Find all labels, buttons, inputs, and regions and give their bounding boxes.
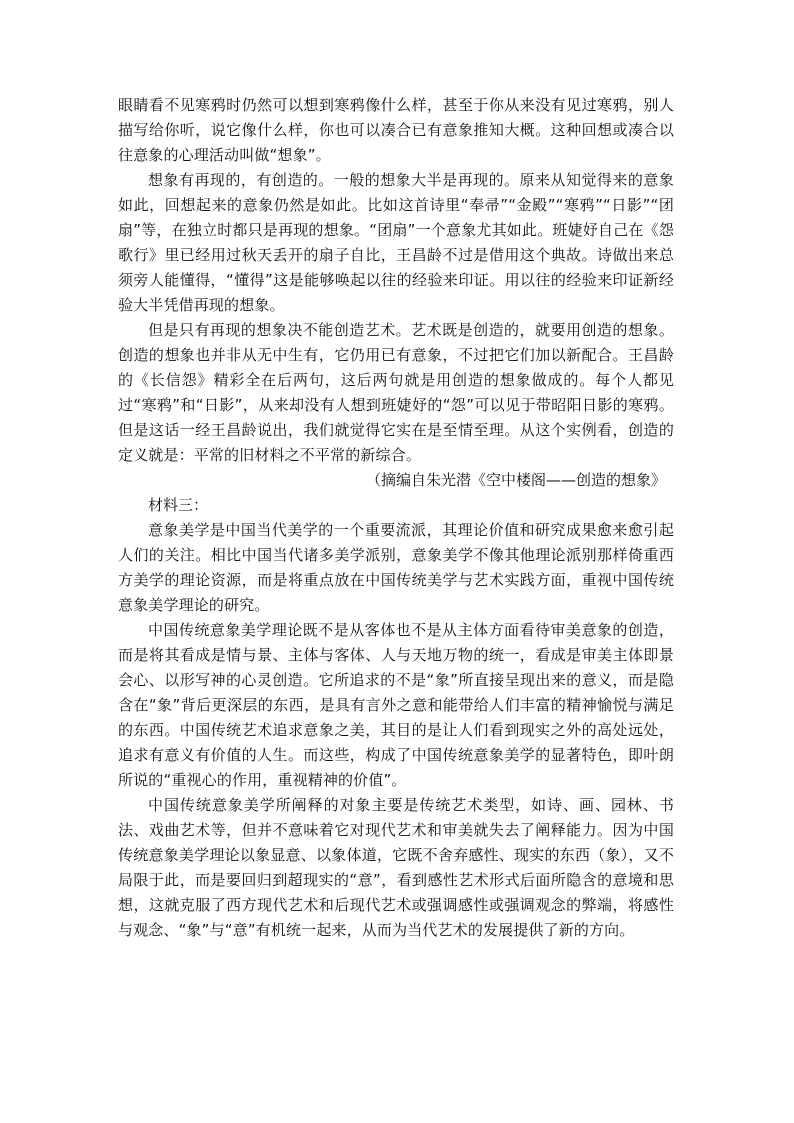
paragraph-continuation: 眼睛看不见寒鸦时仍然可以想到寒鸦像什么样，甚至于你从来没有见过寒鸦，别人描写给你听，说它像什么样，你也可以凑合已有意象推知大概。这种回想或凑合以往意象的心理活动叫做“想象”。: [118, 96, 674, 164]
paragraph-imagination-types: 想象有再现的，有创造的。一般的想象大半是再现的。原来从知觉得来的意象如此，回想起来的意象仍然是如此。比如这首诗里“奉帚”“金殿”“寒鸦”“日影”“团扇”等，在独立时都只是再现的想象。“团扇”一个意象尤其如此。班婕妤自己在《怨歌行》里已经用过秋天丢开的扇子自比，王昌龄不过是借用这个典故。诗做出来总须旁人能懂得，“懂得”这是能够唤起以往的经验来印证。用以往的经验来印证新经验大半凭借再现的想象。: [118, 171, 674, 314]
source-citation: （摘编自朱光潜《空中楼阁——创造的想象》: [365, 471, 666, 489]
paragraph-interpretation: 中国传统意象美学所阐释的对象主要是传统艺术类型，如诗、画、园林、书法、戏曲艺术等，但并不意味着它对现代艺术和审美就失去了阐释能力。因为中国传统意象美学理论以象显意、以象体道，它既不舍弃感性、现实的东西（象），又不局限于此，而是要回归到超现实的“意”，看到感性艺术形式后面所隐含的意境和思想，这就克服了西方现代艺术和后现代艺术或强调感性或强调观念的弊端，将感性与观念、“象”与“意”有机统一起来，从而为当代艺术的发展提供了新的方向。: [118, 796, 674, 939]
paragraph-image-aesthetics: 意象美学是中国当代美学的一个重要流派，其理论价值和研究成果愈来愈引起人们的关注。相比中国当代诸多美学派别，意象美学不像其他理论派别那样倚重西方美学的理论资源，而是将重点放在中国传统美学与艺术实践方面，重视中国传统意象美学理论的研究。: [118, 521, 674, 614]
paragraph-creative-imagination: 但是只有再现的想象决不能创造艺术。艺术既是创造的，就要用创造的想象。创造的想象也并非从无中生有，它仍用已有意象，不过把它们加以新配合。王昌龄的《长信怨》精彩全在后两句，这后两句就是用创造的想象做成的。每个人都见过“寒鸦”和“日影”，从来却没有人想到班婕妤的“怨”可以见于带昭阳日影的寒鸦。但是这话一经王昌龄说出，我们就觉得它实在是至情至理。从这个实例看，创造的定义就是：平常的旧材料之不平常的新综合。: [118, 321, 674, 464]
document-page: [118, 93, 674, 943]
paragraph-traditional-theory: 中国传统意象美学理论既不是从客体也不是从主体方面看待审美意象的创造，而是将其看成是情与景、主体与客体、人与天地万物的统一，看成是审美主体即景会心、以形写神的心灵创造。它所追求的不是“象”所直接呈现出来的意义，而是隐含在“象”背后更深层的东西，是具有言外之意和能带给人们丰富的精神愉悦与满足的东西。中国传统艺术追求意象之美，其目的是让人们看到现实之外的高处远处，追求有意义有价值的人生。而这些，构成了中国传统意象美学的显著特色，即叶朗所说的“重视心的作用，重视精神的价值”。: [118, 621, 674, 789]
material-three-label: 材料三：: [148, 496, 209, 514]
